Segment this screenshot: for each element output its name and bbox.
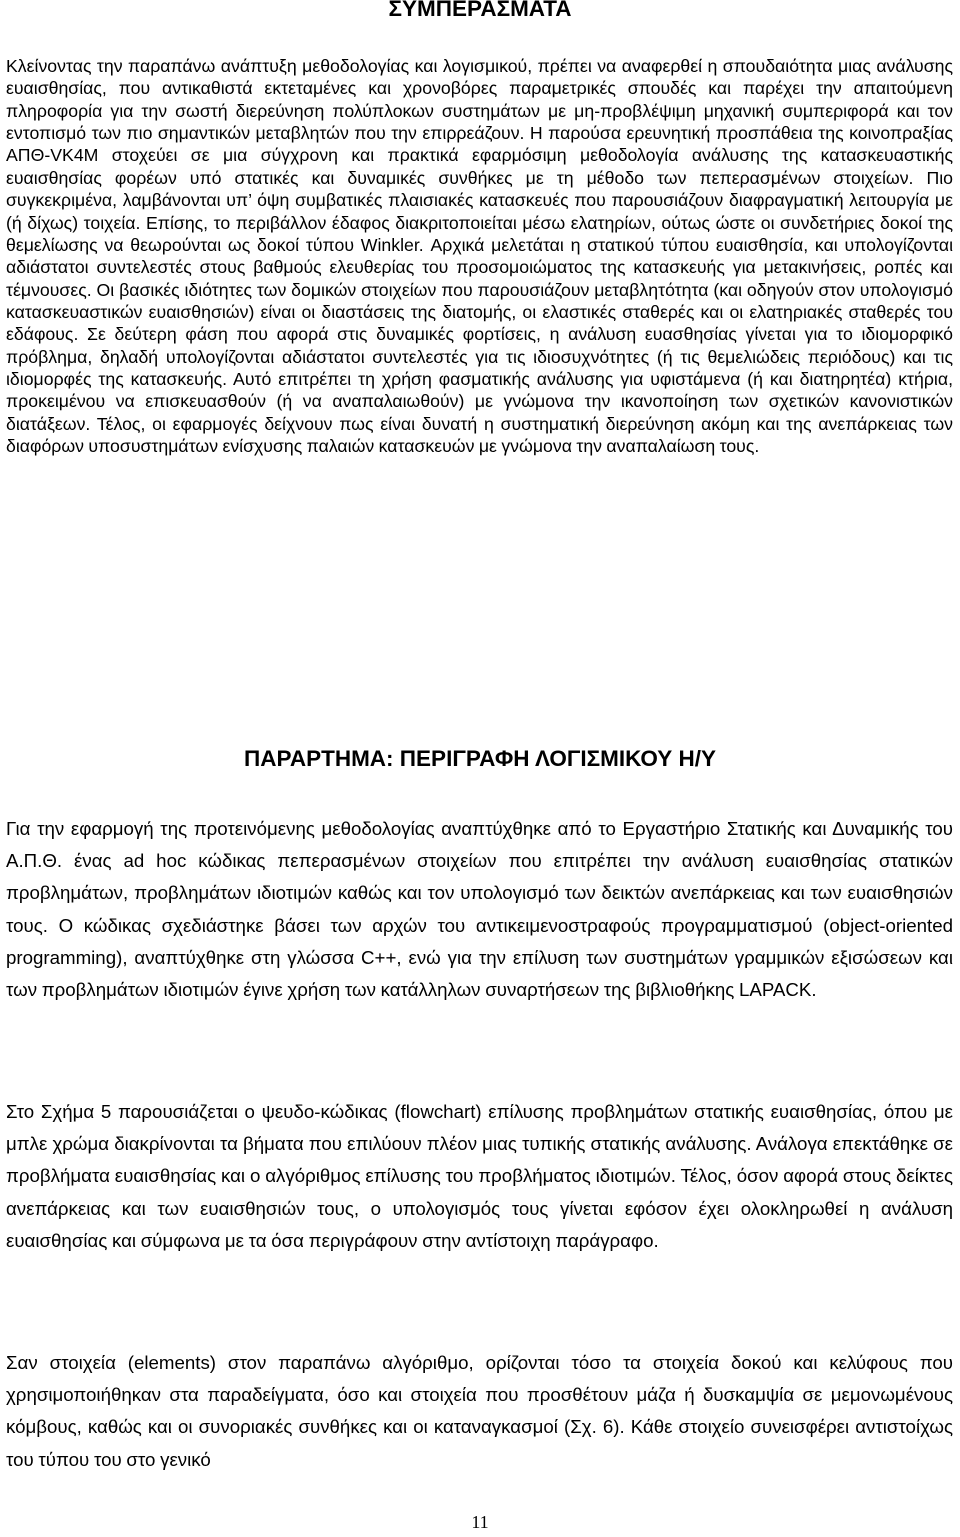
appendix-paragraph-2: Στο Σχήμα 5 παρουσιάζεται ο ψευδο-κώδικας (flowchart) επίλυσης προβλημάτων στατικής ευαισθησίας, όπου με μπλε χρώμα διακρίνονται τα βήματα που επιλύουν πλέον μιας τυπικής στατικής ανάλυσης. Ανάλογα επεκτάθηκε σε προβλήματα ευαισθησίας και ο αλγόριθμος επίλυσης του προβλήματος ιδιοτιμών. Τέλος, όσον αφορά στους δείκτες ανεπάρκειας και των ευαισθησιών τους, ο υπολογισμός τους γίνεται εφόσον έχει ολοκληρωθεί η ανάλυση ευαισθησίας και σύμφωνα με τα όσα περιγράφουν στην αντίστοιχη παράγραφο. — [6, 1101, 953, 1251]
conclusions-paragraph: Κλείνοντας την παραπάνω ανάπτυξη μεθοδολογίας και λογισμικού, πρέπει να αναφερθεί η σπουδαιότητα μιας ανάλυσης ευαισθησίας, που αντικαθιστά εκτεταμένες και χρονοβόρες παραμετρικές σπουδές και παρέχει την απαιτούμενη πληροφορία για την σωστή διερεύνηση πολύπλοκων συστημάτων με μη-προβλέψιμη μηχανική συμπεριφορά και τον εντοπισμό των πιο σημαντικών μεταβλητών που την επιρρεάζουν. Η παρούσα ερευνητική προσπάθεια της κοινοπραξίας ΑΠΘ-VK4M στοχεύει σε μια σύγχρονη και πρακτικά εφαρμόσιμη μεθοδολογία ανάλυσης της κατασκευαστικής ευαισθησίας φορέων υπό στατικές και δυναμικές συνθήκες με τη μέθοδο των πεπερασμένων στοιχείων. Πιο συγκεκριμένα, λαμβάνονται υπ’ όψη συμβατικές πλαισιακές κατασκευές που παρουσιάζουν διαφραγματική λειτουργία με (ή δίχως) τοιχεία. Επίσης, το περιβάλλον έδαφος διακριτοποιείται μέσω ελατηρίων, ούτως ώστε οι συνδετήριες δοκοί της θεμελίωσης να θεωρούνται ως δοκοί τύπου Winkler. Αρχικά μελετάται η στατικού τύπου ευαισθησία, και υπολογίζονται αδιάστατοι συντελεστές στους βαθμούς ελευθερίας του προσομοιώματος της κατασκευής για μετακινήσεις, ροπές και τέμνουσες. Οι βασικές ιδιότητες των δομικών στοιχείων που παρουσιάζουν μεταβλητότητα (και οδηγούν στον υπολογισμό κατασκευαστικών ευαισθησιών) είναι οι διαστάσεις της διατομής, οι ελαστικές σταθερές και οι ελατηριακές σταθερές του εδάφους. Σε δεύτερη φάση που αφορά στις δυναμικές φορτίσεις, η ανάλυση ευασθησίας γίνεται για το ιδιομορφικό πρόβλημα, δηλαδή υπολογίζονται αδιάστατοι συντελεστές για τις ιδιοσυχνότητες (ή τις θεμελιώδεις περιόδους) και τις ιδιομορφές της κατασκευής. Αυτό επιτρέπει τη χρήση φασματικής ανάλυσης για υφιστάμενα (ή και διατηρητέα) κτήρια, προκειμένου να επισκευασθούν (ή να αναπαλαιωθούν) με γνώμονα την ικανοποίηση των σχετικών κανονιστικών διατάξεων. Τέλος, οι εφαρμογές δείχνουν πως είναι δυνατή η συστηματική διερεύνηση ακόμη και της ανεπάρκειας των διαφόρων υποσυστημάτων ενίσχυσης παλαιών κατασκευών με γνώμονα την αναπαλαίωση τους. — [6, 56, 953, 457]
conclusions-heading: ΣΥΜΠΕΡΑΣΜΑΤΑ — [388, 0, 572, 21]
page-number: 11 — [471, 1512, 489, 1532]
appendix-heading: ΠΑΡΑΡΤΗΜΑ: ΠΕΡΙΓΡΑΦΗ ΛΟΓΙΣΜΙΚΟΥ Η/Υ — [243, 746, 716, 771]
appendix-paragraph-1: Για την εφαρμογή της προτεινόμενης μεθοδολογίας αναπτύχθηκε από το Εργαστήριο Στατικής και Δυναμικής του Α.Π.Θ. ένας ad hoc κώδικας πεπερασμένων στοιχείων που επιτρέπει την ανάλυση ευαισθησίας στατικών προβλημάτων, προβλημάτων ιδιοτιμών καθώς και τον υπολογισμό των δεικτών ανεπάρκειας και των ευαισθησιών τους. Ο κώδικας σχεδιάστηκε βάσει των αρχών του αντικειμενοστραφούς προγραμματισμού (object-oriented programming), αναπτύχθηκε στη γλώσσα C++, ενώ για την επίλυση των συστημάτων γραμμικών εξισώσεων και των προβλημάτων ιδιοτιμών έγινε χρήση των κατάλληλων συναρτήσεων της βιβλιοθήκης LAPACK. — [6, 818, 953, 1001]
appendix-paragraph-3: Σαν στοιχεία (elements) στον παραπάνω αλγόριθμο, ορίζονται τόσο τα στοιχεία δοκού και κελύφους που χρησιμοποιήθηκαν στα παραδείγματα, όσο και στοιχεία που προσθέτουν μάζα ή δυσκαμψία σε μεμονωμένους κόμβους, καθώς και οι συνοριακές συνθήκες και οι καταναγκασμοί (Σχ. 6). Κάθε στοιχείο συνεισφέρει αντιστοίχως του τύπου του στο γενικό — [6, 1352, 953, 1470]
